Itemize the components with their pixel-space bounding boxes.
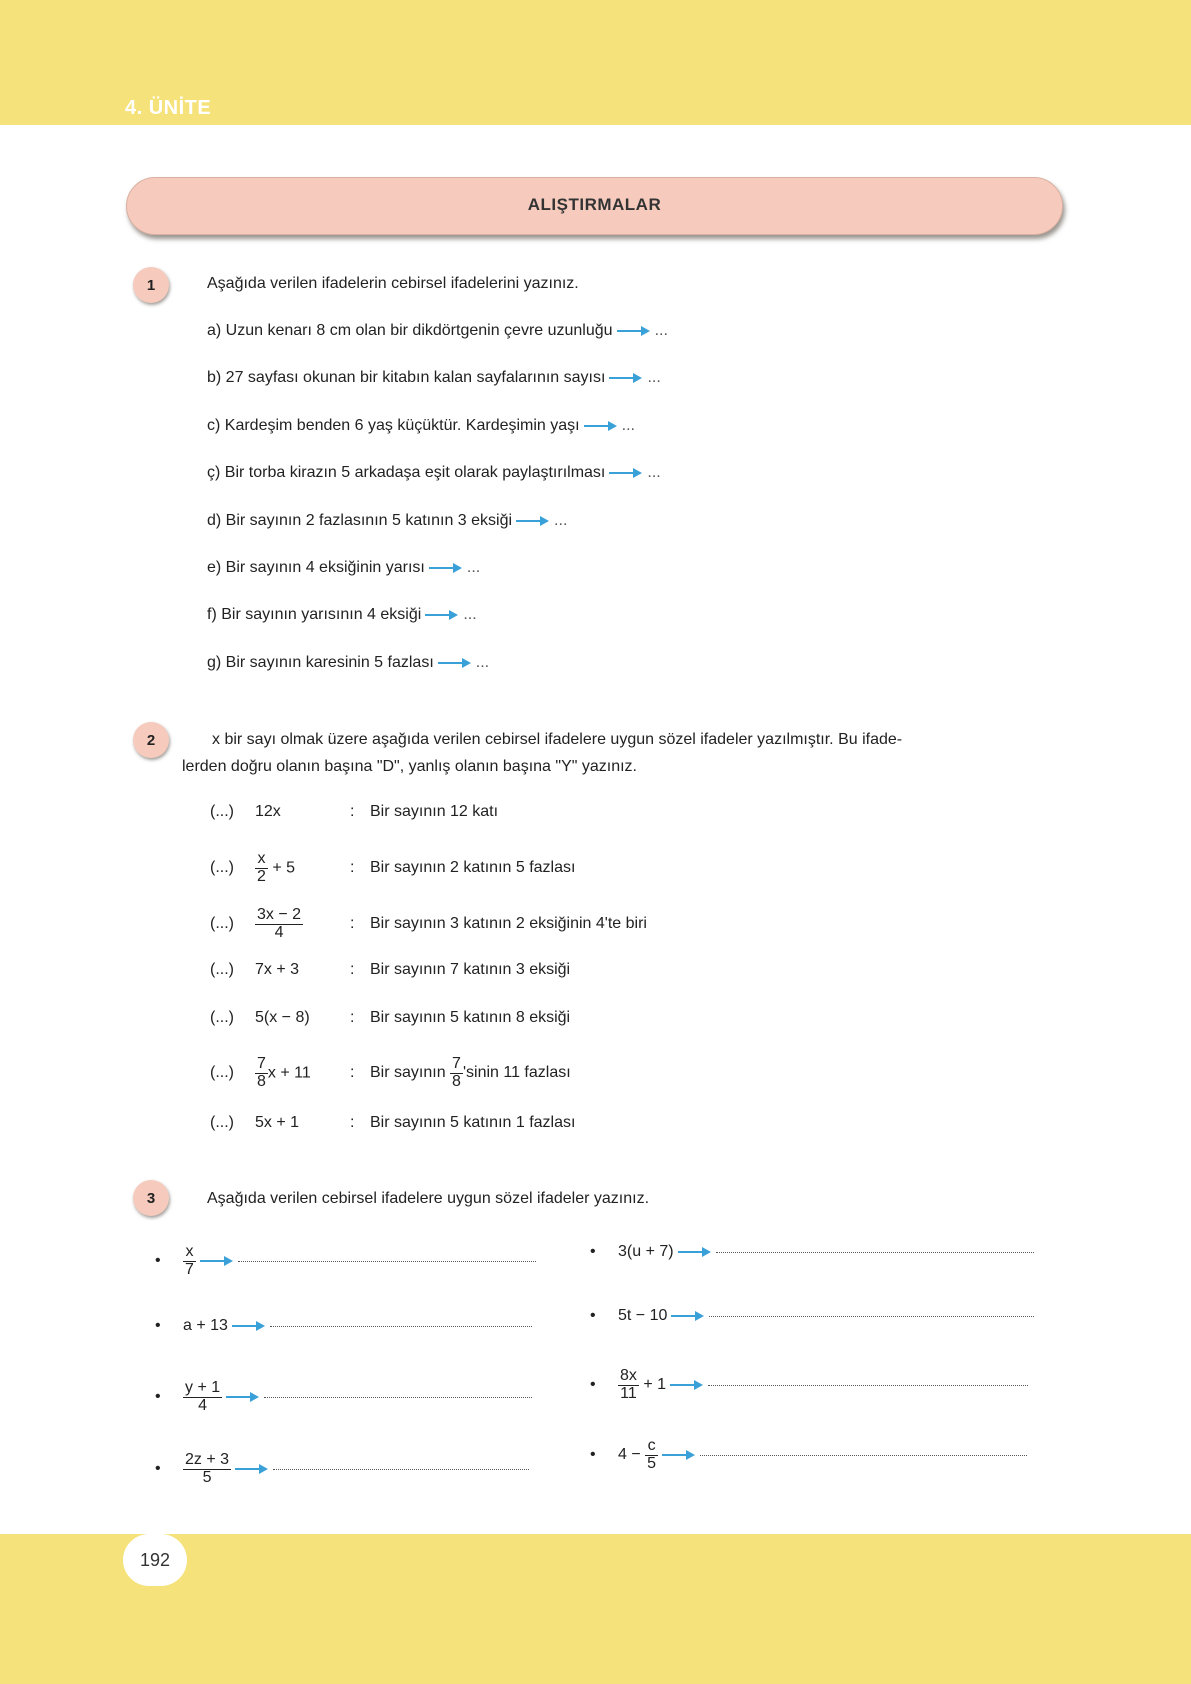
answer-line bbox=[270, 1325, 532, 1327]
fraction: $\frac{c}{5}$ bbox=[647, 1437, 657, 1472]
answer-line bbox=[709, 1315, 1034, 1317]
fraction: $\frac{7}{8}$ bbox=[452, 1054, 461, 1090]
q3-item: • 3(u + 7) bbox=[590, 1243, 1034, 1261]
fraction: $\frac{7}{8}$ bbox=[257, 1054, 266, 1090]
q1-item: a) Uzun kenarı 8 cm olan bir dikdörtgenin çevre uzunluğu ... bbox=[207, 322, 668, 339]
answer-line bbox=[264, 1396, 532, 1398]
q2-row: (...) $\frac{3x - 2}{4}$ : Bir sayının 3 katının 2 eksiğinin 4'te biri bbox=[210, 905, 647, 941]
q2-prompt-line1: x bir sayı olmak üzere aşağıda verilen cebirsel ifadelere uygun sözel ifadeler yazılmıştır. Bu ifade- bbox=[212, 731, 903, 748]
q2-row: (...) 7x + 3 : Bir sayının 7 katının 3 eksiği bbox=[210, 961, 571, 978]
q3-item: • a + 13 bbox=[155, 1317, 532, 1335]
unit-label: 4. ÜNİTE bbox=[125, 97, 212, 119]
fraction: $\frac{x}{7}$ bbox=[185, 1243, 194, 1278]
q1-item: e) Bir sayının 4 eksiğinin yarısı ... bbox=[207, 559, 481, 576]
q1-item: ç) Bir torba kirazın 5 arkadaşa eşit olarak paylaştırılması ... bbox=[207, 464, 661, 481]
arrow-right-icon bbox=[232, 1321, 266, 1331]
answer-line bbox=[700, 1454, 1027, 1456]
arrow-right-icon bbox=[226, 1392, 260, 1402]
arrow-right-icon bbox=[662, 1450, 696, 1460]
arrow-right-icon bbox=[670, 1380, 704, 1390]
question-number-2: 2 bbox=[133, 722, 169, 758]
q3-item: • $\frac{x}{7}$ bbox=[155, 1244, 536, 1279]
answer-line bbox=[716, 1251, 1034, 1253]
q3-prompt: Aşağıda verilen cebirsel ifadelere uygun sözel ifadeler yazınız. bbox=[207, 1190, 650, 1207]
question-number-1: 1 bbox=[133, 267, 169, 303]
arrow-right-icon bbox=[678, 1247, 712, 1257]
q1-item: d) Bir sayının 2 fazlasının 5 katının 3 eksiği ... bbox=[207, 512, 568, 529]
q2-row: (...) $\frac{7}{8}$ x + 11 : Bir sayının $\frac{7}{8}$ 'sinin 11 fazlası bbox=[210, 1054, 571, 1090]
answer-line bbox=[273, 1468, 529, 1470]
q3-item: • 4 − $\frac{c}{5}$ bbox=[590, 1438, 1027, 1473]
q2-row: (...) 12x : Bir sayının 12 katı bbox=[210, 803, 499, 820]
arrow-right-icon bbox=[671, 1311, 705, 1321]
q3-item: • $\frac{y + 1}{4}$ bbox=[155, 1380, 532, 1415]
arrow-right-icon bbox=[200, 1256, 234, 1266]
fraction: $\frac{y + 1}{4}$ bbox=[185, 1379, 221, 1414]
arrow-right-icon bbox=[429, 563, 463, 573]
q3-item: • $\frac{8x}{11}$ + 1 bbox=[590, 1368, 1028, 1403]
q2-row: (...) $\frac{x}{2}$ + 5 : Bir sayının 2 katının 5 fazlası bbox=[210, 849, 576, 885]
section-title: ALIŞTIRMALAR bbox=[527, 195, 662, 214]
q3-item: • 5t − 10 bbox=[590, 1307, 1034, 1325]
arrow-right-icon bbox=[425, 610, 459, 620]
arrow-right-icon bbox=[584, 421, 618, 431]
section-banner bbox=[126, 177, 1063, 235]
arrow-right-icon bbox=[617, 326, 651, 336]
q2-row: (...) 5(x − 8) : Bir sayının 5 katının 8 eksiği bbox=[210, 1009, 571, 1026]
q1-item: b) 27 sayfası okunan bir kitabın kalan sayfalarının sayısı ... bbox=[207, 369, 661, 386]
q1-prompt: Aşağıda verilen ifadelerin cebirsel ifadelerini yazınız. bbox=[207, 275, 579, 292]
arrow-right-icon bbox=[235, 1464, 269, 1474]
q3-item: • $\frac{2z + 3}{5}$ bbox=[155, 1452, 529, 1487]
q2-prompt-line2: lerden doğru olanın başına "D", yanlış olanın başına "Y" yazınız. bbox=[182, 758, 637, 775]
arrow-right-icon bbox=[609, 468, 643, 478]
fraction: $\frac{8x}{11}$ bbox=[620, 1367, 637, 1402]
answer-line bbox=[238, 1260, 536, 1262]
page-number: 192 bbox=[123, 1534, 187, 1586]
q1-item: f) Bir sayının yarısının 4 eksiği ... bbox=[207, 606, 477, 623]
answer-line bbox=[708, 1384, 1028, 1386]
q1-item: c) Kardeşim benden 6 yaş küçüktür. Kardeşimin yaşı ... bbox=[207, 417, 635, 434]
fraction: $\frac{x}{2}$ bbox=[257, 849, 266, 885]
fraction: $\frac{2z + 3}{5}$ bbox=[185, 1451, 230, 1486]
fraction: $\frac{3x - 2}{4}$ bbox=[257, 905, 302, 941]
arrow-right-icon bbox=[516, 516, 550, 526]
arrow-right-icon bbox=[609, 373, 643, 383]
q1-item: g) Bir sayının karesinin 5 fazlası ... bbox=[207, 654, 490, 671]
q2-row: (...) 5x + 1 : Bir sayının 5 katının 1 fazlası bbox=[210, 1114, 576, 1131]
question-number-3: 3 bbox=[133, 1180, 169, 1216]
arrow-right-icon bbox=[438, 658, 472, 668]
